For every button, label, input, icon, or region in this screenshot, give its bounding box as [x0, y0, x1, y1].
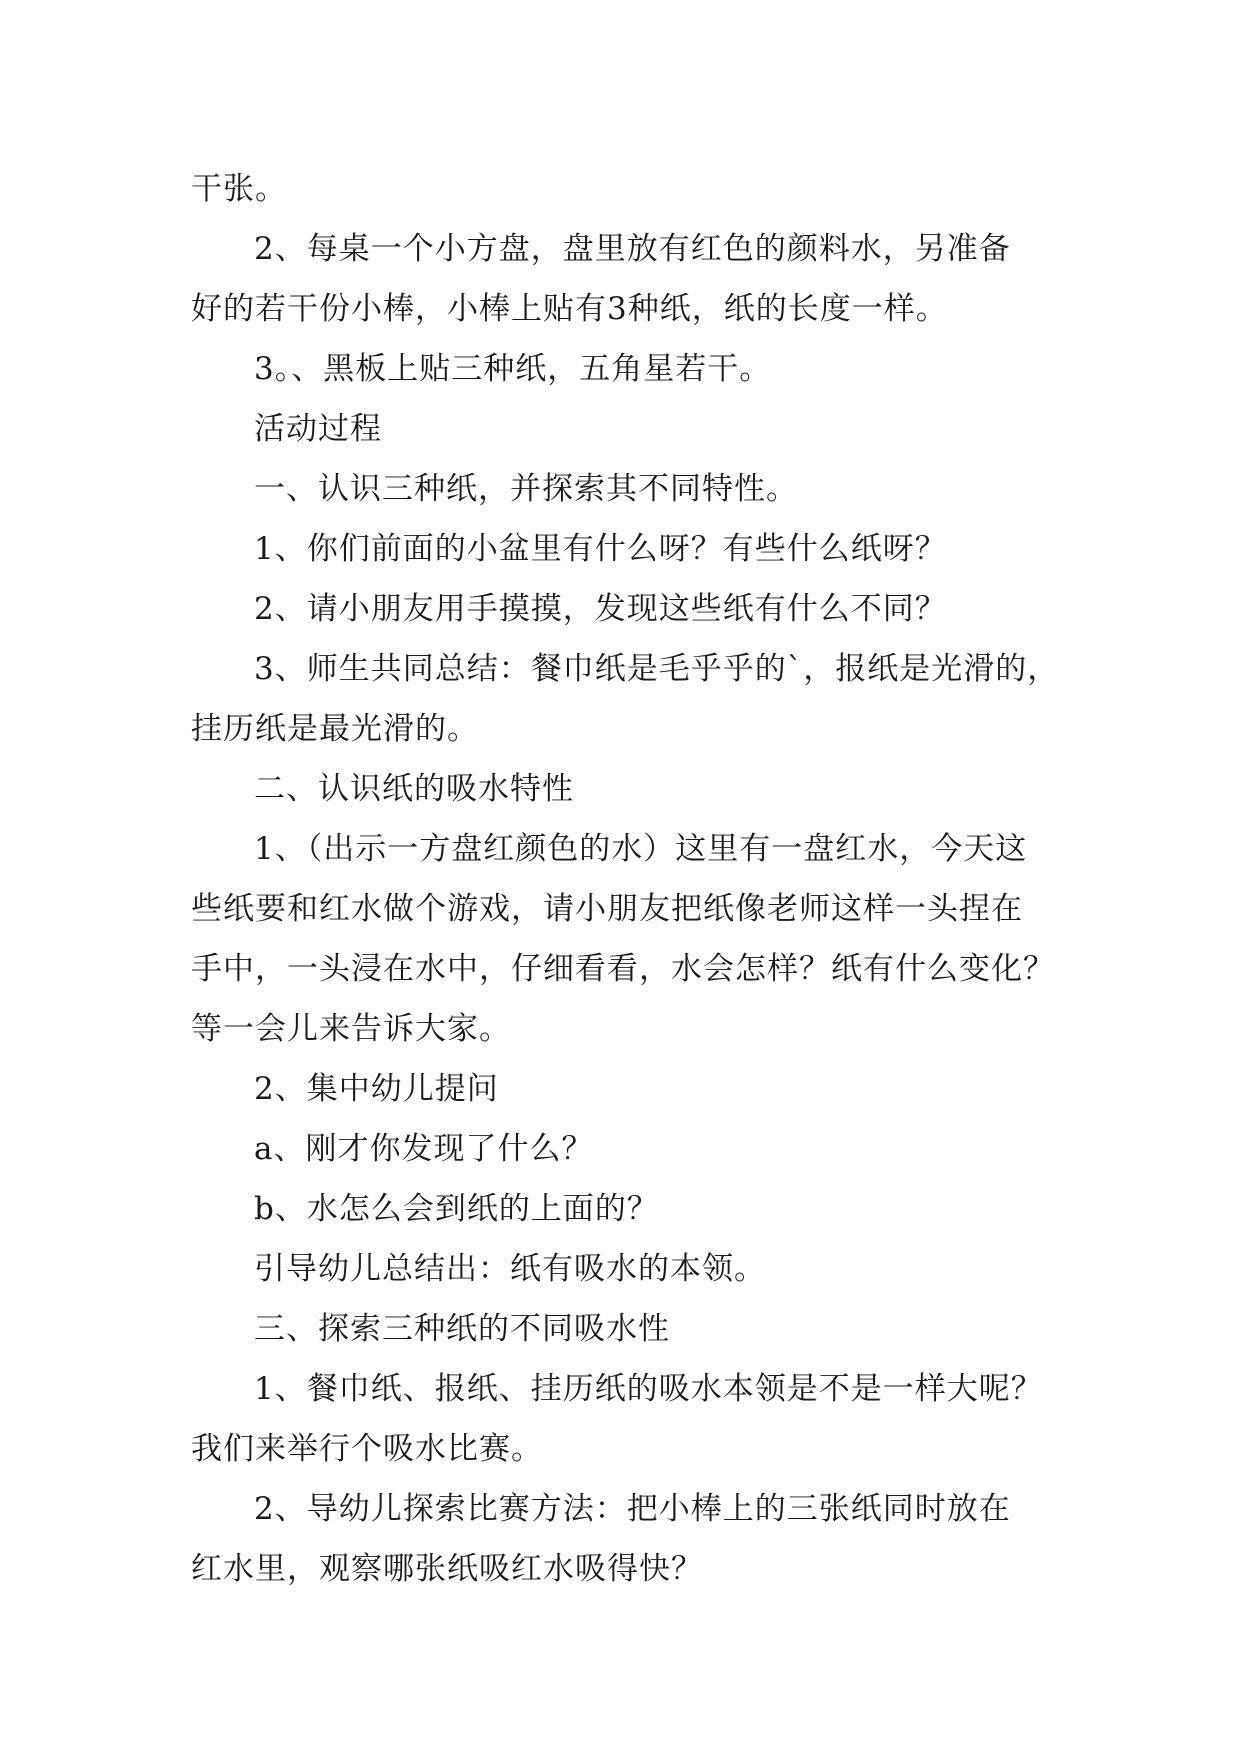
- text-line-3: 好的若干份小棒，小棒上贴有3种纸，纸的长度一样。: [191, 291, 948, 327]
- text-line-10: 挂历纸是最光滑的。: [191, 711, 479, 747]
- text-line-24: 红水里，观察哪张纸吸红水吸得快？: [191, 1551, 703, 1587]
- section-heading-2: 二、认识纸的吸水特性: [254, 771, 574, 807]
- text-line-14: 手中，一头浸在水中，仔细看看，水会怎样？纸有什么变化？: [191, 951, 1055, 987]
- document-body: [191, 159, 1061, 1599]
- section-heading-process: 活动过程: [254, 411, 382, 447]
- text-line-13: 些纸要和红水做个游戏，请小朋友把纸像老师这样一头捏在: [191, 891, 1023, 927]
- text-line-2: 2、每桌一个小方盘，盘里放有红色的颜料水，另准备: [254, 231, 1011, 267]
- section-heading-1: 一、认识三种纸，并探索其不同特性。: [254, 471, 798, 507]
- text-line-23: 2、导幼儿探索比赛方法：把小棒上的三张纸同时放在: [254, 1491, 1011, 1527]
- text-line-7: 1、你们前面的小盆里有什么呀？有些什么纸呀？: [254, 531, 947, 567]
- text-line-8: 2、请小朋友用手摸摸，发现这些纸有什么不同？: [254, 591, 947, 627]
- section-heading-3: 三、探索三种纸的不同吸水性: [254, 1311, 670, 1347]
- text-line-4: 3。、黑板上贴三种纸，五角星若干。: [254, 351, 772, 387]
- text-line-16: 2、集中幼儿提问: [254, 1071, 499, 1107]
- text-line-15: 等一会儿来告诉大家。: [191, 1011, 511, 1047]
- text-line-17: a、刚才你发现了什么？: [254, 1131, 594, 1167]
- text-line-9: 3、师生共同总结：餐巾纸是毛乎乎的`，报纸是光滑的，: [254, 651, 1060, 687]
- text-line-1: 干张。: [191, 171, 287, 207]
- text-line-21: 1、餐巾纸、报纸、挂历纸的吸水本领是不是一样大呢？: [254, 1371, 1043, 1407]
- text-line-12: 1、（出示一方盘红颜色的水）这里有一盘红水，今天这: [254, 831, 1028, 867]
- text-line-22: 我们来举行个吸水比赛。: [191, 1431, 543, 1467]
- text-line-18: b、水怎么会到纸的上面的？: [254, 1191, 659, 1227]
- text-line-19: 引导幼儿总结出：纸有吸水的本领。: [254, 1251, 766, 1287]
